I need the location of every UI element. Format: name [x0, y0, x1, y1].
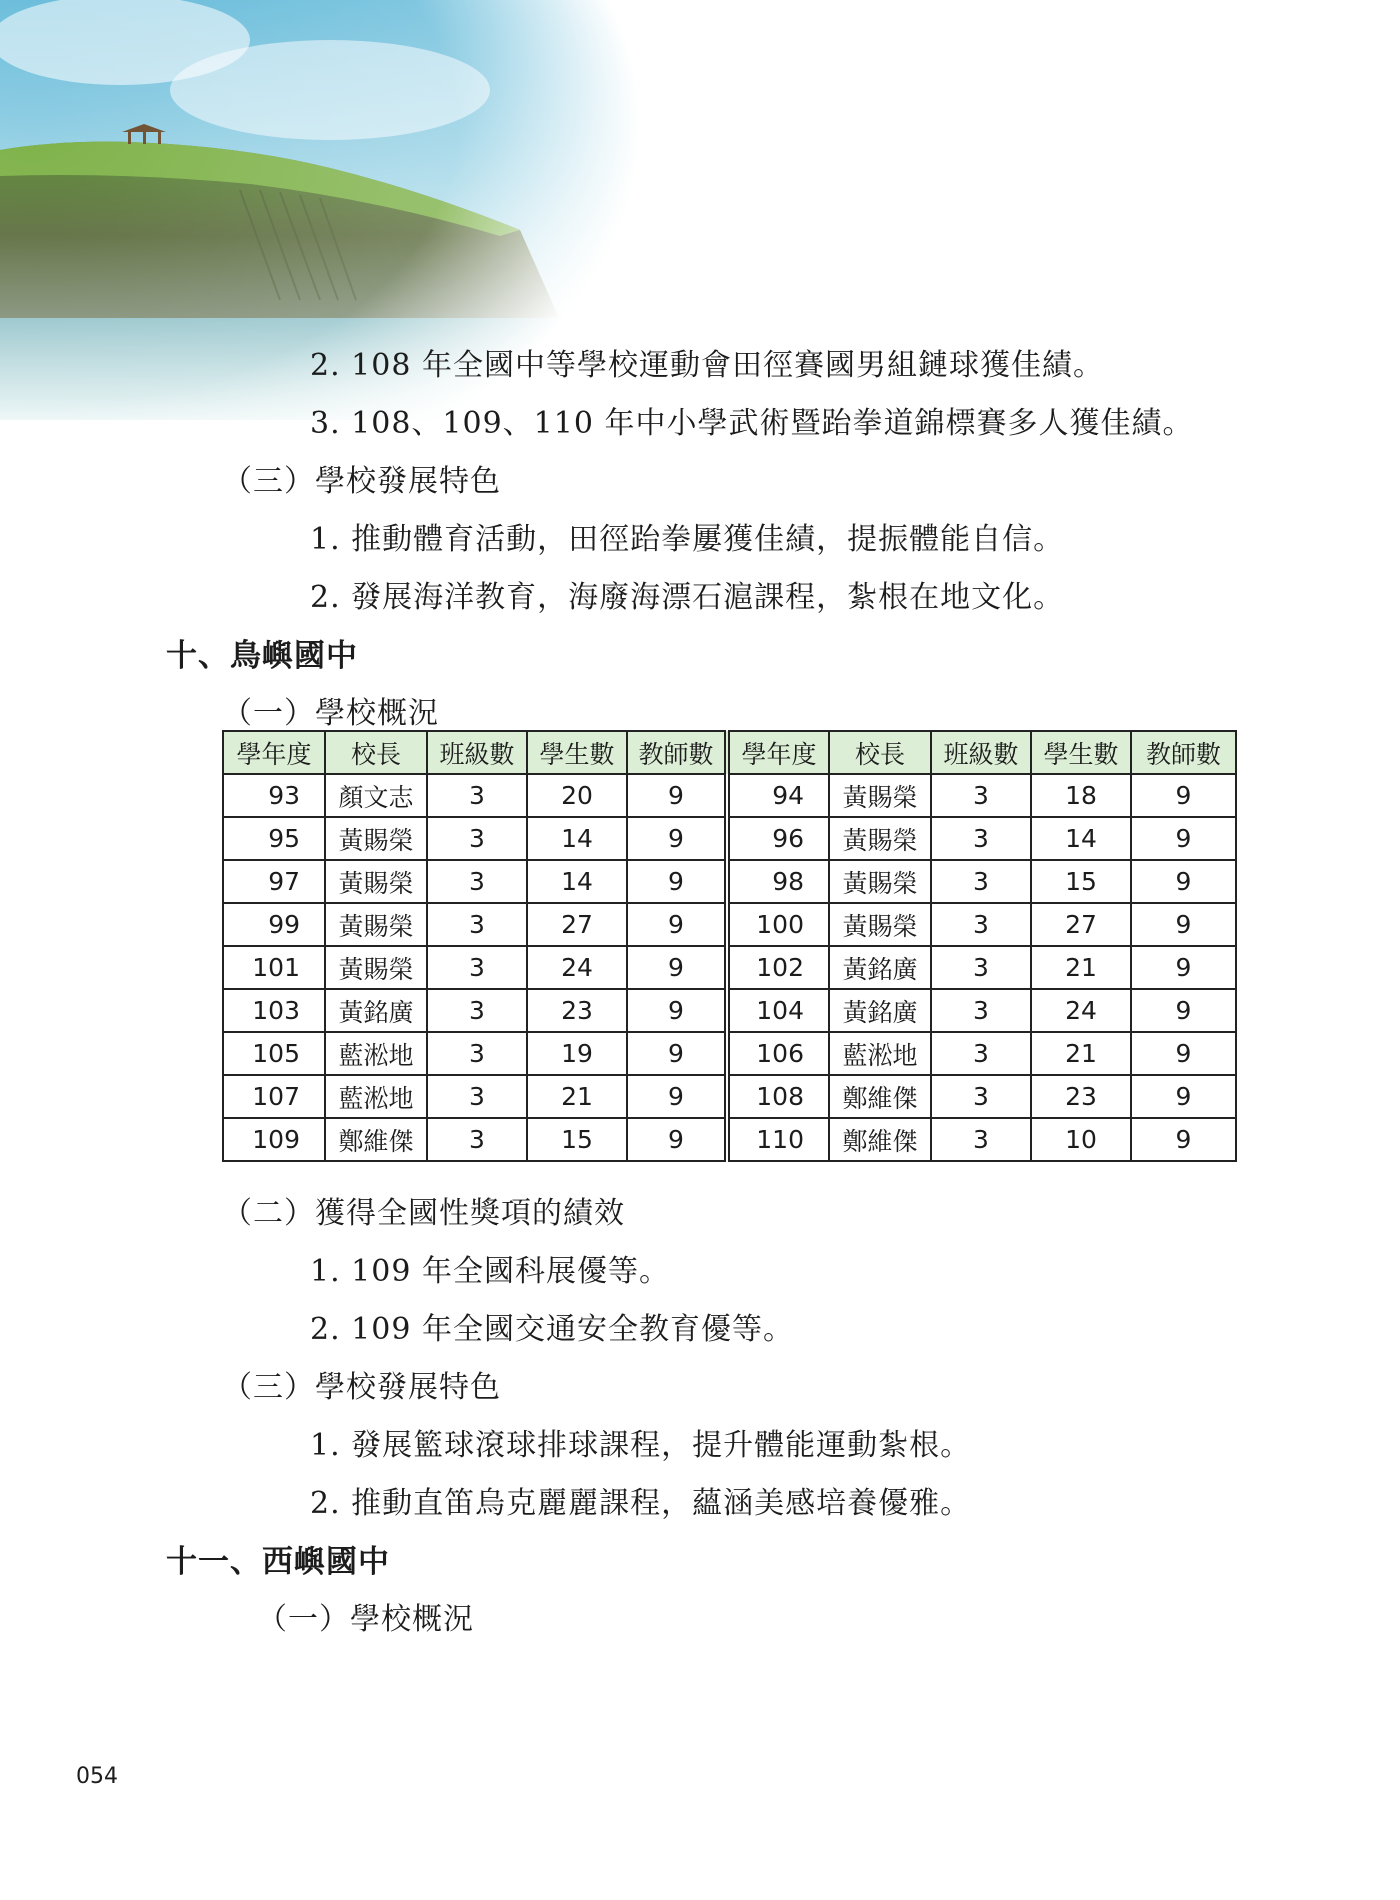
cell-students: 18 [1031, 774, 1131, 817]
cell-teachers: 9 [627, 817, 727, 860]
cell-principal: 黃銘廣 [829, 946, 931, 989]
col-header-teachers: 教師數 [1131, 731, 1236, 774]
feature-item-1: 1. 推動體育活動，田徑跆拳屢獲佳績，提振體能自信。 [310, 522, 1065, 557]
feature-item-2: 2. 推動直笛烏克麗麗課程，蘊涵美感培養優雅。 [310, 1486, 972, 1521]
cell-classes: 3 [427, 1118, 527, 1161]
cell-classes: 3 [427, 817, 527, 860]
cell-students: 14 [527, 817, 627, 860]
cell-year: 105 [223, 1032, 325, 1075]
cell-teachers: 9 [627, 1032, 727, 1075]
cell-classes: 3 [931, 989, 1031, 1032]
cell-principal: 鄭維傑 [829, 1075, 931, 1118]
cell-teachers: 9 [1131, 1032, 1236, 1075]
cell-principal: 黃賜榮 [829, 774, 931, 817]
table-row [223, 1118, 1236, 1161]
cell-year: 94 [727, 774, 829, 817]
cell-principal: 鄭維傑 [829, 1118, 931, 1161]
table-row [223, 774, 1236, 817]
cell-principal: 顏文志 [325, 774, 427, 817]
cell-year: 99 [223, 903, 325, 946]
cell-students: 14 [1031, 817, 1131, 860]
cell-principal: 黃賜榮 [325, 817, 427, 860]
cell-students: 24 [527, 946, 627, 989]
cell-principal: 黃賜榮 [325, 860, 427, 903]
cell-students: 15 [1031, 860, 1131, 903]
cell-classes: 3 [931, 903, 1031, 946]
cell-students: 10 [1031, 1118, 1131, 1161]
cell-teachers: 9 [627, 989, 727, 1032]
subsection-heading-features: （三）學校發展特色 [222, 464, 501, 499]
award-item-3: 3. 108、109、110 年中小學武術暨跆拳道錦標賽多人獲佳績。 [310, 406, 1194, 441]
col-header-students: 學生數 [527, 731, 627, 774]
award-item-1: 1. 109 年全國科展優等。 [310, 1254, 670, 1289]
cell-year: 101 [223, 946, 325, 989]
cell-classes: 3 [427, 860, 527, 903]
col-header-classes: 班級數 [931, 731, 1031, 774]
cell-teachers: 9 [627, 774, 727, 817]
section-heading-niaoyu: 十、鳥嶼國中 [166, 638, 358, 674]
cell-students: 24 [1031, 989, 1131, 1032]
cell-teachers: 9 [1131, 774, 1236, 817]
cell-students: 19 [527, 1032, 627, 1075]
cell-teachers: 9 [627, 903, 727, 946]
cell-classes: 3 [427, 989, 527, 1032]
cell-teachers: 9 [1131, 903, 1236, 946]
cell-year: 104 [727, 989, 829, 1032]
col-header-students: 學生數 [1031, 731, 1131, 774]
cell-principal: 鄭維傑 [325, 1118, 427, 1161]
cell-classes: 3 [931, 1075, 1031, 1118]
cell-teachers: 9 [1131, 817, 1236, 860]
cell-students: 27 [1031, 903, 1131, 946]
cell-teachers: 9 [627, 946, 727, 989]
table-row [223, 860, 1236, 903]
cell-teachers: 9 [1131, 1118, 1236, 1161]
section-heading-xiyu: 十一、西嶼國中 [166, 1544, 390, 1580]
subsection-heading-overview: （一）學校概況 [222, 696, 439, 731]
cell-year: 106 [727, 1032, 829, 1075]
table-row [223, 903, 1236, 946]
cell-year: 110 [727, 1118, 829, 1161]
cell-principal: 藍淞地 [325, 1075, 427, 1118]
cell-principal: 黃賜榮 [829, 860, 931, 903]
cell-principal: 黃賜榮 [829, 817, 931, 860]
cell-classes: 3 [427, 1075, 527, 1118]
cell-teachers: 9 [627, 860, 727, 903]
table-header-row [223, 731, 1236, 774]
cell-year: 108 [727, 1075, 829, 1118]
cell-year: 100 [727, 903, 829, 946]
cell-year: 109 [223, 1118, 325, 1161]
cell-year: 95 [223, 817, 325, 860]
cell-year: 97 [223, 860, 325, 903]
cell-principal: 黃賜榮 [829, 903, 931, 946]
cell-students: 15 [527, 1118, 627, 1161]
cell-year: 102 [727, 946, 829, 989]
cell-students: 23 [527, 989, 627, 1032]
cell-teachers: 9 [627, 1118, 727, 1161]
table-row [223, 946, 1236, 989]
cell-teachers: 9 [1131, 860, 1236, 903]
subsection-heading-overview: （一）學校概況 [257, 1602, 474, 1637]
cell-classes: 3 [931, 946, 1031, 989]
cell-year: 93 [223, 774, 325, 817]
cell-teachers: 9 [1131, 1075, 1236, 1118]
cell-classes: 3 [427, 1032, 527, 1075]
subsection-heading-features: （三）學校發展特色 [222, 1370, 501, 1405]
table-row [223, 1032, 1236, 1075]
cell-principal: 黃賜榮 [325, 903, 427, 946]
cell-classes: 3 [427, 903, 527, 946]
cell-students: 27 [527, 903, 627, 946]
cell-students: 23 [1031, 1075, 1131, 1118]
table-row [223, 817, 1236, 860]
feature-item-2: 2. 發展海洋教育，海廢海漂石滬課程，紮根在地文化。 [310, 580, 1065, 615]
cell-students: 20 [527, 774, 627, 817]
cell-teachers: 9 [1131, 946, 1236, 989]
cell-principal: 黃銘廣 [829, 989, 931, 1032]
page-number: 054 [76, 1764, 118, 1789]
col-header-year: 學年度 [727, 731, 829, 774]
award-item-2: 2. 108 年全國中等學校運動會田徑賽國男組鏈球獲佳績。 [310, 348, 1104, 383]
subsection-heading-awards: （二）獲得全國性獎項的績效 [222, 1196, 625, 1231]
table-row [223, 1075, 1236, 1118]
cell-classes: 3 [931, 774, 1031, 817]
cell-year: 96 [727, 817, 829, 860]
cell-teachers: 9 [627, 1075, 727, 1118]
cell-principal: 藍淞地 [829, 1032, 931, 1075]
cell-classes: 3 [931, 860, 1031, 903]
cell-principal: 藍淞地 [325, 1032, 427, 1075]
cell-students: 21 [1031, 946, 1131, 989]
cell-year: 98 [727, 860, 829, 903]
cell-classes: 3 [427, 774, 527, 817]
award-item-2: 2. 109 年全國交通安全教育優等。 [310, 1312, 794, 1347]
cell-teachers: 9 [1131, 989, 1236, 1032]
col-header-year: 學年度 [223, 731, 325, 774]
cell-year: 107 [223, 1075, 325, 1118]
feature-item-1: 1. 發展籃球滾球排球課程，提升體能運動紮根。 [310, 1428, 972, 1463]
cell-principal: 黃賜榮 [325, 946, 427, 989]
col-header-classes: 班級數 [427, 731, 527, 774]
cell-students: 21 [1031, 1032, 1131, 1075]
cell-students: 21 [527, 1075, 627, 1118]
cell-year: 103 [223, 989, 325, 1032]
cell-classes: 3 [427, 946, 527, 989]
col-header-teachers: 教師數 [627, 731, 727, 774]
school-overview-table [222, 730, 1237, 1162]
col-header-principal: 校長 [325, 731, 427, 774]
cell-classes: 3 [931, 1032, 1031, 1075]
cell-principal: 黃銘廣 [325, 989, 427, 1032]
table-row [223, 989, 1236, 1032]
col-header-principal: 校長 [829, 731, 931, 774]
cell-students: 14 [527, 860, 627, 903]
cell-classes: 3 [931, 817, 1031, 860]
cell-classes: 3 [931, 1118, 1031, 1161]
